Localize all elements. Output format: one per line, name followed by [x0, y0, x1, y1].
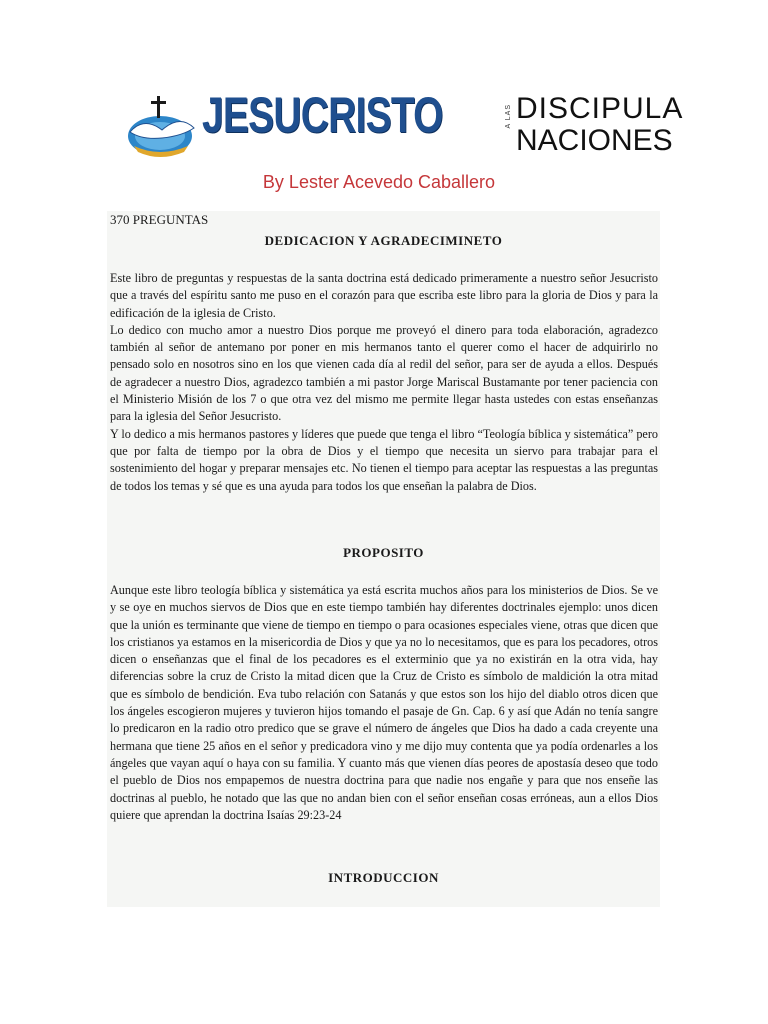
author-byline: By Lester Acevedo Caballero — [262, 172, 496, 192]
purpose-heading: PROPOSITO — [343, 545, 424, 560]
purpose-paragraph: Aunque este libro teología bíblica y sistemática ya está escrita muchos años para los ministerios de Dios. Se ve y se oye en muchos siervos de Dios que en este tiempo también hay diferentes doctrinales ejemplo: unos dicen que la unión es terminante que viene de tiempo en tiempo o para ocasiones especiales viene, otras que dicen que los cristianos ya estamos en la misericordia de Dios y que ya no lo necesitamos, que es para los pecadores, otros dicen o enseñanzas que el final de los pecadores es el exterminio que ya no existirán en la otra vida, hay diferencias sobre la cruz de Cristo la mitad dicen que la Cruz de Cristo es símbolo de maldición la otra mitad que es símbolo de bendición. Eva tubo relación con Satanás y que estos son los hijo del diablo otros dicen que los ángeles escogieron mujeres y tuvieron hijos tomando el pasaje de Gn. Cap. 6 y así que Adán no tenía sangre lo predicaron en la radio otro predico que se grave el número de ángeles que Dios ha dado a cada creyente una hermana que tiene 25 años en el señor y predicadora vino y me dijo muy contenta que ya podía ordenarles a los ángeles que vayan aquí o haya con su familia. Y cuanto más que vienen días peores de apostasía deseo que todo el pueblo de Dios nos empapemos de nuestra doctrina para que nadie nos engañe y para que nos enseñe las doctrinas al pueblo, he notado que las que no andan bien con el señor enseñan cosas erróneas, aun a ellos Dios quiere que aprendan la doctrina Isaías 29:23-24 — [110, 583, 658, 822]
purpose-text — [110, 582, 658, 824]
dedication-paragraph: Este libro de preguntas y respuestas de la santa doctrina está dedicado primeramente a nuestro señor Jesucristo que a través del espíritu santo me puso en el corazón para que escriba este libro para la gloria de Dios y para la edificación de la iglesia de Cristo. — [110, 271, 658, 320]
site-logo — [124, 87, 684, 166]
logo-jesucristo-text: JESUCRISTO — [202, 87, 443, 143]
logo-naciones-text: NACIONES — [516, 124, 673, 157]
logo-alas-text: A LAS — [505, 104, 512, 129]
dedication-paragraph: Y lo dedico a mis hermanos pastores y líderes que puede que tenga el libro “Teología bíblica y sistemática” pero que por falta de tiempo por la obra de Dios y el tiempo que necesita un siervo para trabajar para el sostenimiento del hogar y preparar mensajes etc. No tienen el tiempo para aceptar las respuestas a las preguntas de todos los temas y sé que es una ayuda para todos los que enseñan la palabra de Dios. — [110, 426, 658, 493]
dove-globe-emblem-icon — [124, 92, 198, 162]
dedication-heading: DEDICACION Y AGRADECIMINETO — [264, 233, 503, 248]
logo-discipula-text: DISCIPULA — [516, 92, 684, 125]
dedication-text — [110, 270, 658, 495]
dedication-paragraph: Lo dedico con mucho amor a nuestro Dios porque me proveyó el dinero para toda elaboración, agradezco también al señor de antemano por poner en mis hermanos tanto el querer como el hacer de adquirirlo no pensado solo en nosotros sino en los que vienen cada día al redil del señor, para ser de ayuda a ellos. Después de agradecer a nuestro Dios, agradezco también a mi pastor Jorge Mariscal Bustamante por tener paciencia con el Ministerio Misión de los 7 o que otra vez del mismo me permite llegar hasta ustedes con estas enseñanzas para la iglesia del Señor Jesucristo. — [110, 322, 658, 424]
introduction-heading: INTRODUCCION — [328, 870, 439, 885]
question-count-label: 370 PREGUNTAS — [110, 212, 209, 227]
